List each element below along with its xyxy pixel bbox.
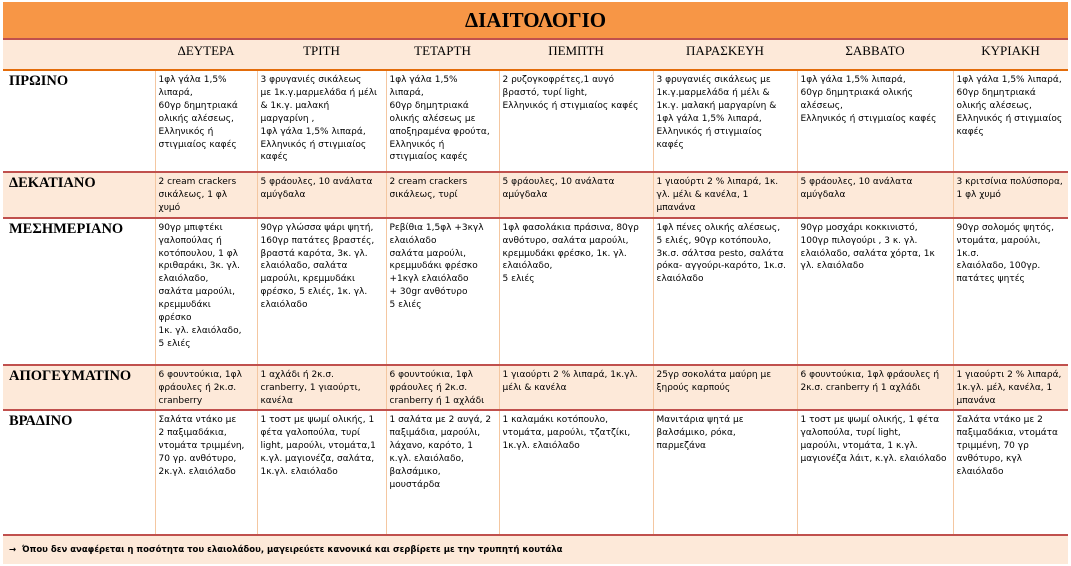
meal-cell-text: Μανιτάρια ψητά με βαλσάμικο, ρόκα, παρμεζάνα bbox=[656, 415, 744, 452]
meal-cell bbox=[653, 365, 797, 411]
day-header: ΔΕΥΤΕΡΑ bbox=[155, 39, 257, 70]
meal-row bbox=[3, 172, 1068, 218]
meal-label: ΜΕΣΗΜΕΡΙΑΝΟ bbox=[3, 218, 155, 365]
meal-cell bbox=[653, 70, 797, 172]
meal-cell-text: 1 γιαούρτι 2 % λιπαρά, 1κ. γλ. μέλι & κανέλα, 1 μπανάνα bbox=[656, 177, 779, 213]
meal-cell-text: 90γρ μοσχάρι κοκκινιστό, 100γρ πιλογούρι , 3 κ. γλ. ελαιόλαδο, σαλάτα χόρτα, 1κ γλ. ελαιόλαδο bbox=[800, 222, 935, 272]
meal-cell-text: 1φλ γάλα 1,5% λιπαρά, 60γρ δημητριακά ολικής αλέσεως, Ελληνικός ή στιγμιαίος καφές bbox=[956, 75, 1063, 137]
meal-cell-text: 2 cream crackers σικάλεως, 1 φλ χυμό bbox=[158, 177, 237, 213]
meal-cell bbox=[386, 218, 499, 365]
meal-cell-text: 6 φουντούκια, 1φλ φράουλες ή 2κ.σ. cranberry ή 1 αχλάδι bbox=[800, 369, 940, 393]
arrow-icon: → bbox=[9, 545, 17, 555]
meal-cell bbox=[953, 218, 1068, 365]
meal-cell bbox=[257, 172, 386, 218]
meal-cell-text: 3 φρυγανιές σικάλεως με 1κ.γ.μαρμελάδα ή μέλι & 1κ.γ. μαλακή μαργαρίνη , 1φλ γάλα 1,5% λιπαρά, Ελληνικός ή στιγμιαίος καφές bbox=[260, 75, 378, 163]
meal-cell bbox=[953, 70, 1068, 172]
meal-cell-text: 1φλ γάλα 1,5% λιπαρά, 60γρ δημητριακά ολικής αλέσεως, Ελληνικός ή στιγμιαίος καφές bbox=[800, 75, 937, 124]
meal-cell bbox=[499, 172, 653, 218]
meal-cell-text: 1φλ γάλα 1,5% λιπαρά, 60γρ δημητριακά ολικής αλέσεως, Ελληνικός ή στιγμιαίος καφές bbox=[158, 75, 238, 150]
meal-cell bbox=[953, 365, 1068, 411]
diet-plan-sheet bbox=[3, 2, 1068, 564]
meal-cell bbox=[499, 218, 653, 365]
meal-cell bbox=[155, 70, 257, 172]
title-cell bbox=[3, 2, 1068, 39]
meal-cell-text: 5 φράουλες, 10 ανάλατα αμύγδαλα bbox=[800, 177, 913, 200]
meal-cell bbox=[155, 218, 257, 365]
meal-cell-text: 1φλ γάλα 1,5% λιπαρά, 60γρ δημητριακά ολικής αλέσεως με αποξηραμένα φρούτα, Ελληνικός ή στιγμιαίος καφές bbox=[389, 75, 490, 163]
meal-cell bbox=[155, 410, 257, 535]
meal-cell bbox=[653, 410, 797, 535]
meal-cell-text: 1 γιαούρτι 2 % λιπαρά, 1κ.γλ. μέλ, κανέλα, 1 μπανάνα bbox=[956, 369, 1062, 406]
meal-cell bbox=[797, 172, 953, 218]
meal-row bbox=[3, 365, 1068, 411]
footer-note bbox=[3, 534, 1068, 564]
page-title: ΔΙΑΙΤΟΛΟΓΙΟ bbox=[464, 7, 607, 32]
meal-cell-text: 2 cream crackers σικάλεως, τυρί bbox=[389, 177, 468, 200]
meal-cell-text: 6 φουντούκια, 1φλ φράουλες ή 2κ.σ. cranberry ή 1 αχλάδι bbox=[389, 369, 485, 406]
meal-cell bbox=[386, 172, 499, 218]
meal-cell bbox=[386, 365, 499, 411]
meal-cell-text: 3 κριτσίνια πολύσπορα, 1 φλ χυμό bbox=[956, 177, 1063, 200]
meal-cell-text: 1φλ φασολάκια πράσινα, 80γρ ανθότυρο, σαλάτα μαρούλι, κρεμμυδάκι φρέσκο, 1κ. γλ. ελαιόλαδο, 5 ελιές bbox=[502, 222, 639, 285]
day-header: ΤΕΤΑΡΤΗ bbox=[386, 39, 499, 70]
meal-cell bbox=[257, 365, 386, 411]
meal-cell-text: 1 σαλάτα με 2 αυγά, 2 παξιμάδια, μαρούλι, λάχανο, καρότο, 1 κ.γλ. ελαιόλαδο, βαλσάμικο, μουστάρδα bbox=[389, 415, 492, 490]
meal-cell-text: 1φλ πένες ολικής αλέσεως, 5 ελιές, 90γρ κοτόπουλο, 3κ.σ. σάλτσα pesto, σαλάτα ρόκα- αγγούρι-καρότο, 1κ.σ. ελαιόλαδο bbox=[656, 222, 786, 285]
day-header: ΠΑΡΑΣΚΕΥΗ bbox=[653, 39, 797, 70]
day-header: ΚΥΡΙΑΚΗ bbox=[953, 39, 1068, 70]
meal-cell bbox=[653, 172, 797, 218]
meal-cell-text: 90γρ μπιφτέκι γαλοπούλας ή κοτόπουλου, 1 φλ κριθαράκι, 3κ. γλ. ελαιόλαδο, σαλάτα μαρούλι, κρεμμυδάκι φρέσκο 1κ. γλ. ελαιόλαδο, 5 ελιές bbox=[158, 222, 242, 349]
meal-label: ΔΕΚΑΤΙΑΝΟ bbox=[3, 172, 155, 218]
meal-cell bbox=[499, 365, 653, 411]
day-header: ΤΡΙΤΗ bbox=[257, 39, 386, 70]
meal-cell-text: 2 ρυζογκοφρέτες,1 αυγό βραστό, τυρί light, Ελληνικός ή στιγμιαίος καφές bbox=[502, 75, 639, 111]
meal-cell-text: 25γρ σοκολάτα μαύρη με ξηρούς καρπούς bbox=[656, 369, 772, 393]
footer-note-text: Όπου δεν αναφέρεται η ποσότητα του ελαιολάδου, μαγειρεύετε κανονικά και σερβίρετε με την τρυπητή κουτάλα bbox=[16, 545, 563, 555]
meal-row bbox=[3, 410, 1068, 535]
meal-cell bbox=[797, 410, 953, 535]
meal-label: ΑΠΟΓΕΥΜΑΤΙΝΟ bbox=[3, 365, 155, 411]
day-header: ΣΑΒΒΑΤΟ bbox=[797, 39, 953, 70]
meal-cell-text: 6 φουντούκια, 1φλ φράουλες ή 2κ.σ. cranberry bbox=[158, 369, 242, 406]
meal-cell bbox=[499, 410, 653, 535]
meal-row bbox=[3, 70, 1068, 172]
meal-cell bbox=[257, 410, 386, 535]
meal-cell bbox=[155, 365, 257, 411]
day-header: ΠΕΜΠΤΗ bbox=[499, 39, 653, 70]
diet-table bbox=[3, 2, 1068, 535]
meal-cell-text: Σαλάτα ντάκο με 2 παξιμαδάκια, ντομάτα τριμμένη, 70 γρ. ανθότυρο, 2κ.γλ. ελαιόλαδο bbox=[158, 415, 245, 478]
meal-cell bbox=[797, 365, 953, 411]
meal-cell-text: 90γρ γλώσσα ψάρι ψητή, 160γρ πατάτες βραστές, βραστά καρότα, 3κ. γλ. ελαιόλαδο, σαλάτα μαρούλι, κρεμμυδάκι φρέσκο, 5 ελιές, 1κ. γλ. ελαιόλαδο bbox=[260, 222, 375, 311]
meal-cell-text: 1 γιαούρτι 2 % λιπαρά, 1κ.γλ. μέλι & κανέλα bbox=[502, 369, 638, 393]
meal-cell-text: Ρεβίθια 1,5φλ +3κγλ ελαιόλαδο σαλάτα μαρούλι, κρεμμυδάκι φρέσκο +1κγλ ελαιόλαδο + 30gr ανθότυρο 5 ελιές bbox=[389, 222, 484, 311]
meal-cell bbox=[257, 218, 386, 365]
meal-cell-text: Σαλάτα ντάκο με 2 παξιμαδάκια, ντομάτα τριμμένη, 70 γρ ανθότυρο, κγλ ελαιόλαδο bbox=[956, 415, 1058, 478]
meal-cell bbox=[797, 70, 953, 172]
meal-cell-text: 1 αχλάδι ή 2κ.σ. cranberry, 1 γιαούρτι, κανέλα bbox=[260, 369, 361, 406]
day-header-row bbox=[3, 39, 1068, 70]
meal-cell bbox=[386, 70, 499, 172]
meal-label: ΠΡΩΙΝΟ bbox=[3, 70, 155, 172]
meal-cell-text: 1 τοστ με ψωμί ολικής, 1 φέτα γαλοπούλα, τυρί light, μαρούλι, ντομάτα, 1 κ.γλ. μαγιονέζα λάιτ, κ.γλ. ελαιόλαδο bbox=[800, 415, 947, 465]
meal-cell bbox=[797, 218, 953, 365]
meal-cell bbox=[953, 172, 1068, 218]
meal-cell bbox=[257, 70, 386, 172]
meal-cell bbox=[386, 410, 499, 535]
meal-cell-text: 5 φράουλες, 10 ανάλατα αμύγδαλα bbox=[260, 177, 373, 200]
meal-cell-text: 1 καλαμάκι κοτόπουλο, ντομάτα, μαρούλι, τζατζίκι, 1κ.γλ. ελαιόλαδο bbox=[502, 415, 631, 452]
meal-cell bbox=[499, 70, 653, 172]
meal-cell-text: 3 φρυγανιές σικάλεως με 1κ.γ.μαρμελάδα ή μέλι & 1κ.γ. μαλακή μαργαρίνη & 1φλ γάλα 1,5% λιπαρά, Ελληνικός ή στιγμιαίος καφές bbox=[656, 75, 777, 150]
meal-cell bbox=[653, 218, 797, 365]
corner-cell bbox=[3, 39, 155, 70]
meal-cell-text: 90γρ σολομός ψητός, ντομάτα, μαρούλι, 1κ.σ. ελαιόλαδο, 100γρ. πατάτες ψητές bbox=[956, 222, 1054, 285]
meal-cell bbox=[155, 172, 257, 218]
meal-label: ΒΡΑΔΙΝΟ bbox=[3, 410, 155, 535]
meal-row bbox=[3, 218, 1068, 365]
meal-cell-text: 1 τοστ με ψωμί ολικής, 1 φέτα γαλοπούλα, τυρί light, μαρούλι, ντομάτα,1 κ.γλ. μαγιονέζα, σαλάτα, 1κ.γλ. ελαιόλαδο bbox=[260, 415, 376, 478]
meal-cell-text: 5 φράουλες, 10 ανάλατα αμύγδαλα bbox=[502, 177, 615, 200]
meal-cell bbox=[953, 410, 1068, 535]
